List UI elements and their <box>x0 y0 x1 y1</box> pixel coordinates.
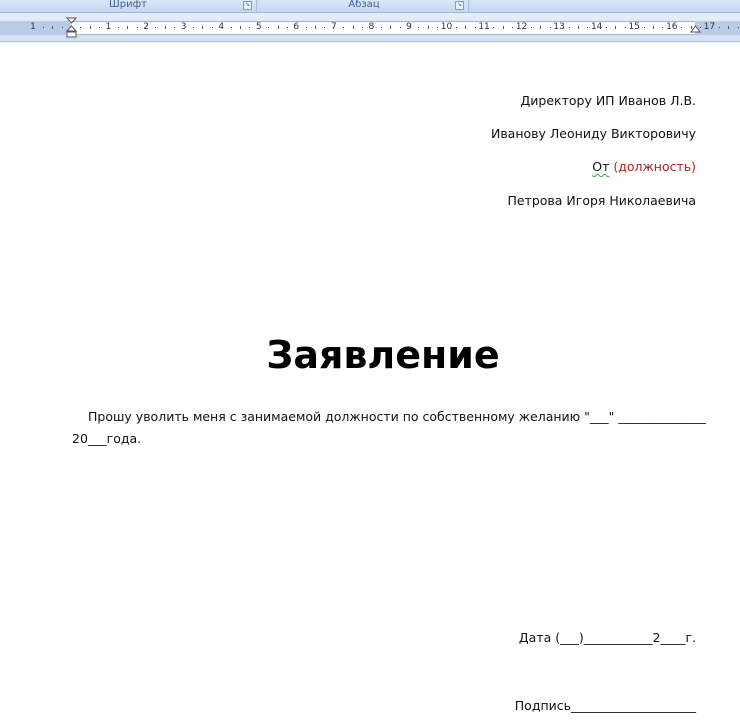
sender-name[interactable]: Петрова Игоря Николаевича <box>507 193 696 208</box>
ruler-dot <box>418 27 419 28</box>
ruler-dot <box>43 27 44 28</box>
ruler-tick <box>315 26 316 29</box>
ruler-number: 16 <box>666 22 678 32</box>
from-position-line[interactable] <box>592 159 696 174</box>
ruler-dot <box>400 27 401 28</box>
ruler-dot <box>306 27 307 28</box>
ruler-dot <box>456 27 457 28</box>
font-dialog-launcher-icon[interactable]: ↘ <box>244 1 251 8</box>
ruler-dot <box>381 27 382 28</box>
ruler-number: 9 <box>406 22 412 32</box>
ruler-tick <box>127 26 128 29</box>
ruler-number: 3 <box>180 22 187 32</box>
ruler-dot <box>719 27 720 28</box>
ruler-tick <box>90 26 91 29</box>
ruler-tick <box>653 26 654 29</box>
horizontal-ruler[interactable] <box>0 13 740 42</box>
ruler-dot <box>193 27 194 28</box>
document-title[interactable]: Заявление <box>266 333 500 377</box>
ribbon-group-font <box>0 0 257 12</box>
ruler-dot <box>550 27 551 28</box>
ruler-tick <box>165 26 166 29</box>
ruler-dot <box>99 27 100 28</box>
ruler-dot <box>437 27 438 28</box>
ruler-tick <box>353 26 354 29</box>
ruler-tick <box>52 26 53 29</box>
position-placeholder: (должность) <box>613 159 696 174</box>
ruler-tick <box>202 26 203 29</box>
right-indent-marker-icon[interactable] <box>690 25 701 36</box>
ruler-dot <box>249 27 250 28</box>
ruler-dot <box>212 27 213 28</box>
ruler-tick <box>615 26 616 29</box>
ruler-dot <box>118 27 119 28</box>
ruler-dot <box>231 27 232 28</box>
ruler-number: 15 <box>628 22 640 32</box>
ruler-number: 1 <box>30 22 36 32</box>
signature-line[interactable]: Подпись____________________ <box>514 698 696 713</box>
ruler-number: 1 <box>105 22 112 32</box>
body-line-2[interactable]: 20___года. <box>72 431 142 446</box>
ruler-dot <box>587 27 588 28</box>
ruler-dot <box>681 27 682 28</box>
ruler-number: 11 <box>478 22 490 32</box>
ruler-right-margin <box>695 21 740 35</box>
ruler-number: 6 <box>293 22 300 32</box>
ruler-tick <box>578 26 579 29</box>
ruler-dot <box>268 27 269 28</box>
ruler-dot <box>155 27 156 28</box>
ribbon-group-paragraph-label: Абзац <box>348 0 380 10</box>
ruler-number: 10 <box>440 22 453 32</box>
addressee-line-2[interactable]: Иванову Леониду Викторовичу <box>490 126 696 141</box>
ruler-number: 8 <box>368 22 375 32</box>
ruler-dot <box>569 27 570 28</box>
ruler-dot <box>174 27 175 28</box>
ruler-dot <box>606 27 607 28</box>
ruler-number: 13 <box>553 22 565 32</box>
ruler-dot <box>625 27 626 28</box>
left-indent-marker-icon[interactable] <box>66 17 77 40</box>
ruler-dot <box>644 27 645 28</box>
ruler-tick <box>390 26 391 29</box>
ruler-dot <box>62 27 63 28</box>
addressee-line-1[interactable]: Директору ИП Иванов Л.В. <box>520 93 696 108</box>
ruler-dot <box>662 27 663 28</box>
ruler-number: 2 <box>143 22 149 32</box>
ribbon-group-strip <box>0 0 740 13</box>
ruler-dot <box>493 27 494 28</box>
ruler-number: 7 <box>330 22 337 32</box>
ruler-scale[interactable] <box>0 21 740 35</box>
ruler-dot <box>512 27 513 28</box>
ruler-dot <box>324 27 325 28</box>
ribbon-group-paragraph <box>260 0 469 12</box>
ruler-dot <box>362 27 363 28</box>
ruler-dot <box>137 27 138 28</box>
ruler-tick <box>540 26 541 29</box>
ruler-dot <box>343 27 344 28</box>
ruler-dot <box>80 27 81 28</box>
page-top-edge <box>0 42 740 43</box>
from-word: От <box>592 159 610 174</box>
ruler-number: 12 <box>515 22 528 32</box>
ruler-dot <box>531 27 532 28</box>
ruler-dot <box>475 27 476 28</box>
ruler-tick <box>278 26 279 29</box>
ruler-tick <box>465 26 466 29</box>
ruler-tick <box>428 26 429 29</box>
paragraph-dialog-launcher-icon[interactable]: ↘ <box>456 1 463 8</box>
body-line-1[interactable]: Прошу уволить меня с занимаемой должности по собственному желанию "___" ______________ <box>88 409 706 424</box>
ruler-dot <box>287 27 288 28</box>
ruler-number: 17 <box>703 22 716 32</box>
ruler-number: 4 <box>218 22 225 32</box>
ruler-tick <box>503 26 504 29</box>
ribbon-group-font-label: Шрифт <box>109 0 147 10</box>
ruler-dot <box>738 27 739 28</box>
ribbon-group-styles <box>472 0 740 12</box>
ruler-tick <box>240 26 241 29</box>
date-line[interactable]: Дата (___)___________2____г. <box>518 630 696 645</box>
ruler-number: 5 <box>255 22 262 32</box>
ruler-number: 14 <box>590 22 603 32</box>
ruler-tick <box>728 26 729 29</box>
